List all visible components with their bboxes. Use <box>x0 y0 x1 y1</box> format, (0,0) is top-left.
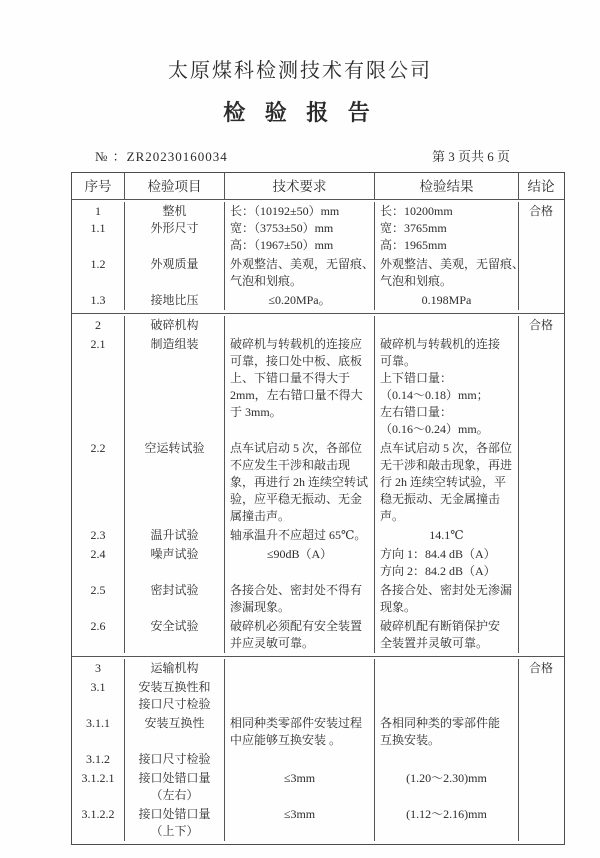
cell-requirement <box>224 545 374 581</box>
text-line: 中应能够互换安装 。 <box>230 733 342 747</box>
cell-result <box>374 750 518 769</box>
text-line: 3.1.1 <box>86 716 110 730</box>
cell-conclusion: 合格 <box>518 659 563 678</box>
text-line: （0.14～0.18）mm； <box>380 388 489 402</box>
cell-item <box>124 769 224 805</box>
text-line: 2.2 <box>90 441 106 455</box>
text-line: 长：10200mm <box>380 204 453 218</box>
cell-conclusion <box>518 678 563 714</box>
text-line: 3.1.2.2 <box>81 807 115 821</box>
text-line: （左右） <box>150 788 199 802</box>
cell-conclusion <box>518 545 563 581</box>
cell-conclusion <box>518 291 563 310</box>
text-line: 3 <box>95 661 101 675</box>
text-line: （上下） <box>150 824 199 838</box>
text-line: 1 <box>95 204 101 218</box>
text-line: 现象。 <box>380 600 417 614</box>
text-line: 相同种类零部件安装过程 <box>230 716 363 730</box>
cell-conclusion <box>518 750 563 769</box>
text-line: 上下错口量： <box>380 371 453 385</box>
header-cell: 序号 <box>84 179 112 194</box>
text-line: 14.1℃ <box>429 528 464 542</box>
cell-item <box>124 439 224 526</box>
header-cell: 技术要求 <box>224 173 374 199</box>
text-line: 3.1 <box>90 680 106 694</box>
table-row <box>72 659 564 678</box>
text-line: (1.12～2.16)mm <box>406 807 487 821</box>
text-line: 破碎机与转载机的连接 <box>380 337 501 351</box>
text-line: 于 3mm。 <box>230 405 282 419</box>
text-line: 破碎机与转载机的连接应 <box>230 337 363 351</box>
cell-conclusion <box>518 526 563 545</box>
text-line: 噪声试验 <box>150 547 199 561</box>
cell-seq <box>72 316 124 335</box>
text-line: 破碎机构 <box>150 318 199 332</box>
cell-result <box>374 545 518 581</box>
table-row <box>72 202 564 255</box>
cell-requirement <box>224 526 374 545</box>
cell-item <box>124 291 224 310</box>
table-row <box>72 526 564 545</box>
company-name: 太原煤科检测技术有限公司 <box>168 60 432 82</box>
cell-requirement <box>224 750 374 769</box>
cell-conclusion <box>518 335 563 439</box>
text-line: ≤3mm <box>283 771 316 785</box>
text-line: 点车试启动 5 次，各部位 <box>230 441 363 455</box>
text-line: 1.3 <box>90 293 106 307</box>
cell-seq <box>72 335 124 439</box>
text-line: 空运转试验 <box>144 441 205 455</box>
report-number-value: ZR20230160034 <box>126 149 228 164</box>
text-line: 2.6 <box>90 619 106 633</box>
cell-seq <box>72 581 124 617</box>
table-row <box>72 316 564 335</box>
cell-item <box>124 805 224 841</box>
table-row <box>72 439 564 526</box>
text-line: 制造组装 <box>150 337 199 351</box>
cell-item <box>124 255 224 291</box>
text-line: 不应发生干涉和敲击现 <box>230 458 351 472</box>
cell-seq <box>72 769 124 805</box>
text-line: 温升试验 <box>150 528 199 542</box>
text-line: 宽：3765mm <box>380 221 447 235</box>
text-line: 0.198MPa <box>421 293 472 307</box>
cell-requirement <box>224 617 374 653</box>
cell-seq <box>72 714 124 750</box>
table-row <box>72 714 564 750</box>
text-line: 接地比压 <box>150 293 199 307</box>
text-line: 运输机构 <box>150 661 199 675</box>
cell-conclusion <box>518 581 563 617</box>
page-title: 检 验 报 告 <box>223 100 377 125</box>
cell-conclusion <box>518 255 563 291</box>
cell-item <box>124 581 224 617</box>
text-line: 宽：（3753±50）mm <box>230 221 334 235</box>
cell-conclusion <box>518 617 563 653</box>
table-row <box>72 617 564 653</box>
text-line: 可靠。 <box>380 354 417 368</box>
cell-result <box>374 526 518 545</box>
text-line: 属撞击声。 <box>230 509 291 523</box>
text-line: 接口处错口量 <box>138 807 211 821</box>
text-line: 方向 2：84.2 dB（A） <box>380 564 496 578</box>
cell-result <box>374 678 518 714</box>
cell-seq <box>72 291 124 310</box>
text-line: 方向 1：84.4 dB（A） <box>380 547 496 561</box>
text-line: 外观整洁、美观，无留痕、 <box>380 257 525 271</box>
cell-result <box>374 581 518 617</box>
text-line: 各接合处、密封处不得有 <box>230 583 363 597</box>
cell-requirement <box>224 255 374 291</box>
cell-requirement <box>224 439 374 526</box>
cell-result <box>374 617 518 653</box>
cell-item <box>124 617 224 653</box>
cell-requirement <box>224 335 374 439</box>
text-line: 轴承温升不应超过 65℃。 <box>230 528 367 542</box>
cell-conclusion <box>518 769 563 805</box>
text-line: ≤0.20MPa。 <box>268 293 331 307</box>
cell-seq <box>72 678 124 714</box>
cell-result <box>374 659 518 678</box>
table-row <box>72 581 564 617</box>
table-section <box>72 200 564 313</box>
text-line: 互换安装。 <box>380 733 441 747</box>
cell-result <box>374 202 518 255</box>
text-line: 长：（10192±50）mm <box>230 204 340 218</box>
text-line: 行 2h 连续空转试验，平 <box>380 475 507 489</box>
report-number <box>95 146 228 165</box>
cell-requirement <box>224 659 374 678</box>
cell-item <box>124 659 224 678</box>
cell-item <box>124 750 224 769</box>
cell-result <box>374 769 518 805</box>
text-line: 左右错口量： <box>380 405 453 419</box>
table-header-row <box>72 173 564 200</box>
text-line: 接口尺寸检验 <box>138 697 211 711</box>
table-row <box>72 805 564 841</box>
table-row <box>72 769 564 805</box>
cell-seq <box>72 659 124 678</box>
table-row <box>72 545 564 581</box>
text-line: 破碎机配有断销保护安 <box>380 619 501 633</box>
text-line: 象，再进行 2h 连续空转试 <box>230 475 369 489</box>
table-section <box>72 313 564 656</box>
cell-requirement <box>224 316 374 335</box>
cell-seq <box>72 255 124 291</box>
text-line: 2.1 <box>90 337 106 351</box>
text-line: ≤90dB（A） <box>266 547 333 561</box>
text-line: 无干涉和敲击现象，再进 <box>380 458 513 472</box>
cell-seq <box>72 805 124 841</box>
cell-requirement <box>224 714 374 750</box>
cell-result <box>374 805 518 841</box>
cell-result <box>374 439 518 526</box>
cell-requirement <box>224 805 374 841</box>
table-row <box>72 335 564 439</box>
cell-seq <box>72 545 124 581</box>
cell-item <box>124 335 224 439</box>
text-line: 2.4 <box>90 547 106 561</box>
text-line: 外观整洁、美观，无留痕、 <box>230 257 375 271</box>
cell-item <box>124 678 224 714</box>
text-line: 外观质量 <box>150 257 199 271</box>
cell-result <box>374 316 518 335</box>
text-line: 2 <box>95 318 101 332</box>
text-line: 密封试验 <box>150 583 199 597</box>
text-line: 接口尺寸检验 <box>138 752 211 766</box>
report-number-label: № ： <box>95 149 127 164</box>
text-line: 并应灵敏可靠。 <box>230 636 315 650</box>
cell-item <box>124 714 224 750</box>
cell-result <box>374 291 518 310</box>
table-section <box>72 656 564 844</box>
cell-result <box>374 255 525 291</box>
cell-item <box>124 526 224 545</box>
cell-requirement <box>224 202 374 255</box>
cell-seq <box>72 202 124 255</box>
cell-conclusion <box>518 439 563 526</box>
cell-seq <box>72 750 124 769</box>
cell-conclusion: 合格 <box>518 202 563 255</box>
text-line: （0.16～0.24）mm。 <box>380 422 489 436</box>
cell-item <box>124 316 224 335</box>
cell-requirement <box>224 678 374 714</box>
text-line: 破碎机必须配有安全装置 <box>230 619 363 633</box>
cell-result <box>374 335 518 439</box>
table-row <box>72 678 564 714</box>
report-meta <box>95 146 510 165</box>
text-line: 2mm，左右错口量不得大 <box>230 388 363 402</box>
table-row <box>72 291 564 310</box>
text-line: (1.20～2.30)mm <box>406 771 487 785</box>
cell-conclusion: 合格 <box>518 316 563 335</box>
cell-requirement <box>224 769 374 805</box>
cell-seq <box>72 439 124 526</box>
cell-item <box>124 545 224 581</box>
text-line: 验，应平稳无振动、无金 <box>230 492 363 506</box>
table-row <box>72 255 564 291</box>
text-line: 外形尺寸 <box>150 221 199 235</box>
text-line: 可靠，接口处中板、底板 <box>230 354 363 368</box>
header-cell: 检验结果 <box>374 173 518 199</box>
page-indicator: 第 3 页共 6 页 <box>431 149 510 164</box>
text-line: 各相同种类的零部件能 <box>380 716 501 730</box>
text-line: 2.5 <box>90 583 106 597</box>
text-line: 气泡和划痕。 <box>230 274 303 288</box>
cell-conclusion <box>518 805 563 841</box>
text-line: 点车试启动 5 次，各部位 <box>380 441 513 455</box>
text-line: 3.1.2 <box>86 752 110 766</box>
cell-conclusion <box>518 714 563 750</box>
text-line: 高：（1967±50）mm <box>230 238 334 252</box>
text-line: 接口处错口量 <box>138 771 211 785</box>
text-line: 整机 <box>162 204 187 218</box>
report-table <box>71 172 565 845</box>
text-line: 1.2 <box>90 257 106 271</box>
cell-seq <box>72 526 124 545</box>
cell-requirement <box>224 291 374 310</box>
text-line: 高：1965mm <box>380 238 447 252</box>
text-line: 安装互换性 <box>144 716 205 730</box>
text-line: 2.3 <box>90 528 106 542</box>
text-line: 稳无振动、无金属撞击 <box>380 492 501 506</box>
text-line: 声。 <box>380 509 405 523</box>
text-line: 安全试验 <box>150 619 199 633</box>
text-line: 全装置并灵敏可靠。 <box>380 636 489 650</box>
text-line: 渗漏现象。 <box>230 600 291 614</box>
text-line: 各接合处、密封处无渗漏 <box>380 583 513 597</box>
header-cell: 结论 <box>518 173 563 199</box>
table-row <box>72 750 564 769</box>
cell-requirement <box>224 581 374 617</box>
text-line: 上、下错口量不得大于 <box>230 371 351 385</box>
text-line: ≤3mm <box>283 807 316 821</box>
cell-item <box>124 202 224 255</box>
text-line: 气泡和划痕。 <box>380 274 453 288</box>
text-line: 1.1 <box>90 221 106 235</box>
header-cell: 检验项目 <box>124 173 224 199</box>
text-line: 3.1.2.1 <box>81 771 115 785</box>
cell-result <box>374 714 518 750</box>
cell-seq <box>72 617 124 653</box>
text-line: 安装互换性和 <box>138 680 211 694</box>
